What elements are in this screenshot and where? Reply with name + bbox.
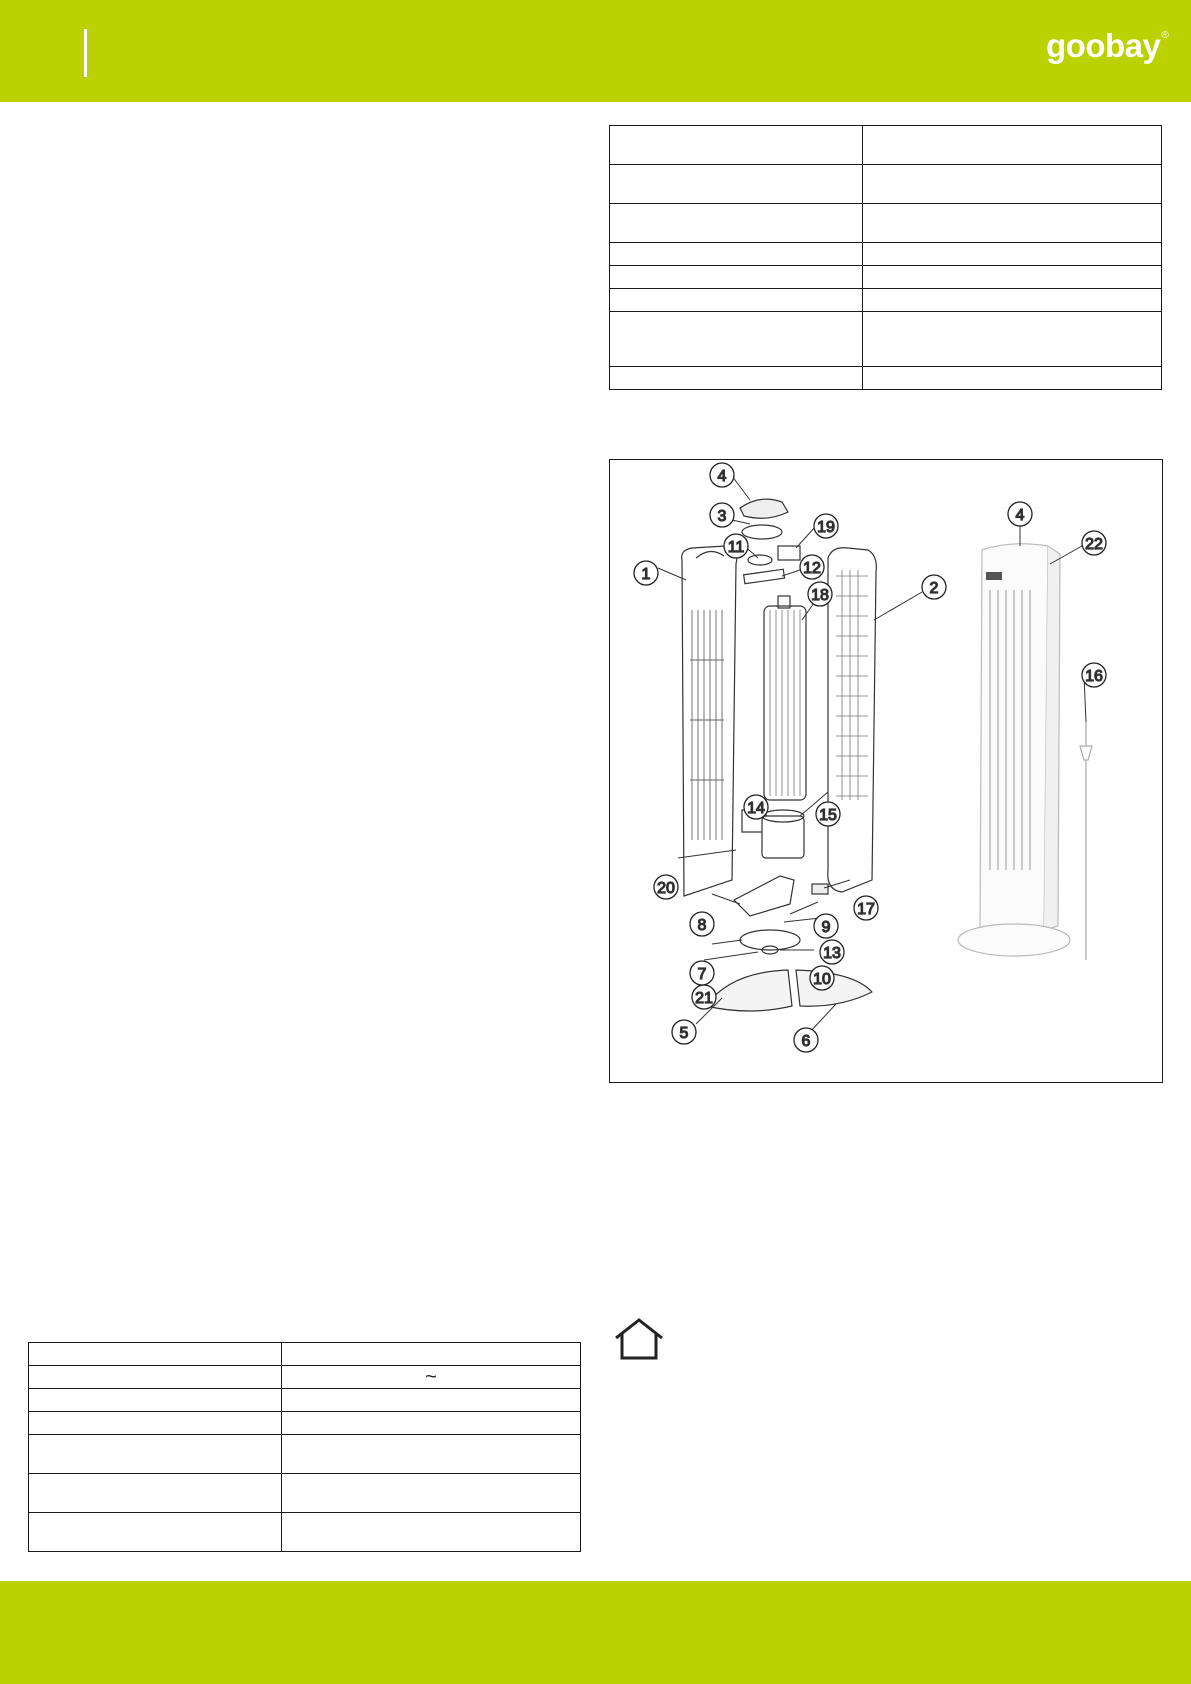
table-cell bbox=[610, 243, 863, 266]
logo-text: goobay bbox=[1046, 27, 1161, 64]
table-cell bbox=[282, 1513, 581, 1552]
table-cell bbox=[282, 1435, 581, 1474]
callout-16 bbox=[1082, 663, 1106, 687]
table-cell bbox=[282, 1474, 581, 1513]
table-cell bbox=[863, 312, 1162, 367]
svg-text:14: 14 bbox=[747, 800, 765, 817]
spec-table bbox=[609, 125, 1162, 390]
footer-bar bbox=[0, 1581, 1191, 1684]
header-bar bbox=[0, 0, 1191, 102]
blower-wheel-part bbox=[764, 596, 806, 800]
assembled-fan-part bbox=[958, 544, 1092, 960]
exploded-view-diagram bbox=[609, 459, 1163, 1083]
table-row bbox=[610, 243, 1162, 266]
table-cell bbox=[863, 367, 1162, 390]
table-cell bbox=[863, 126, 1162, 165]
table-cell bbox=[282, 1389, 581, 1412]
table-cell bbox=[29, 1389, 282, 1412]
svg-text:18: 18 bbox=[811, 587, 829, 604]
table-cell bbox=[29, 1474, 282, 1513]
callout-12 bbox=[800, 555, 824, 579]
svg-text:8: 8 bbox=[697, 917, 707, 934]
table-row bbox=[610, 312, 1162, 367]
svg-text:17: 17 bbox=[857, 901, 875, 918]
front-cover-part bbox=[682, 546, 737, 896]
table-cell bbox=[863, 266, 1162, 289]
table-cell bbox=[610, 266, 863, 289]
svg-text:22: 22 bbox=[1085, 536, 1103, 553]
svg-text:11: 11 bbox=[727, 539, 745, 556]
callout-11 bbox=[724, 534, 748, 558]
table-cell bbox=[29, 1366, 282, 1389]
table-cell bbox=[282, 1412, 581, 1435]
base-assembly-part bbox=[706, 876, 872, 1011]
table-row bbox=[29, 1412, 581, 1435]
callout-14 bbox=[744, 795, 768, 819]
table-cell bbox=[610, 367, 863, 390]
svg-text:21: 21 bbox=[695, 990, 713, 1007]
svg-text:4: 4 bbox=[717, 468, 727, 485]
table-cell bbox=[29, 1513, 282, 1552]
header-divider bbox=[84, 29, 87, 77]
table-row bbox=[29, 1343, 581, 1366]
svg-text:10: 10 bbox=[813, 971, 831, 988]
registered-mark: ® bbox=[1161, 29, 1169, 41]
table-row bbox=[29, 1435, 581, 1474]
top-cap-part bbox=[740, 499, 800, 584]
callout-3 bbox=[710, 503, 734, 527]
table-row bbox=[29, 1474, 581, 1513]
table-cell bbox=[863, 204, 1162, 243]
svg-text:4: 4 bbox=[1015, 507, 1025, 524]
callout-1 bbox=[634, 561, 658, 585]
brand-logo bbox=[1046, 26, 1168, 66]
callout-8 bbox=[690, 912, 714, 936]
callout-19 bbox=[814, 514, 838, 538]
callout-4-top bbox=[710, 463, 734, 487]
ac-symbol: ~ bbox=[425, 1366, 437, 1388]
table-cell bbox=[29, 1343, 282, 1366]
callout-2 bbox=[922, 575, 946, 599]
table-row bbox=[610, 266, 1162, 289]
callout-5 bbox=[672, 1020, 696, 1044]
callout-22 bbox=[1082, 531, 1106, 555]
callout-7 bbox=[690, 961, 714, 985]
house-icon bbox=[612, 1316, 666, 1360]
svg-text:5: 5 bbox=[679, 1025, 689, 1042]
table-row bbox=[29, 1389, 581, 1412]
callout-9 bbox=[814, 914, 838, 938]
table-row bbox=[610, 165, 1162, 204]
table-row bbox=[610, 289, 1162, 312]
electrical-table bbox=[28, 1342, 581, 1552]
callout-6 bbox=[794, 1028, 818, 1052]
callout-4-assembled bbox=[1008, 502, 1032, 526]
table-row bbox=[610, 126, 1162, 165]
svg-text:2: 2 bbox=[929, 580, 939, 597]
callout-17 bbox=[854, 896, 878, 920]
svg-text:15: 15 bbox=[819, 807, 837, 824]
table-cell bbox=[863, 165, 1162, 204]
table-cell bbox=[863, 289, 1162, 312]
table-row bbox=[29, 1366, 581, 1389]
table-row bbox=[29, 1513, 581, 1552]
svg-text:19: 19 bbox=[817, 519, 835, 536]
table-row bbox=[610, 204, 1162, 243]
callout-21 bbox=[692, 985, 716, 1009]
table-cell bbox=[610, 204, 863, 243]
svg-text:12: 12 bbox=[803, 560, 821, 577]
svg-text:16: 16 bbox=[1085, 668, 1103, 685]
table-cell bbox=[610, 126, 863, 165]
diagram-svg bbox=[610, 460, 1162, 1082]
callout-15 bbox=[816, 802, 840, 826]
table-cell bbox=[610, 312, 863, 367]
callout-10 bbox=[810, 966, 834, 990]
svg-text:3: 3 bbox=[717, 508, 727, 525]
table-row bbox=[610, 367, 1162, 390]
table-cell bbox=[282, 1366, 581, 1389]
svg-text:13: 13 bbox=[823, 945, 841, 962]
svg-text:1: 1 bbox=[641, 566, 651, 583]
callout-13 bbox=[820, 940, 844, 964]
table-cell bbox=[282, 1343, 581, 1366]
table-cell bbox=[610, 289, 863, 312]
table-cell bbox=[863, 243, 1162, 266]
svg-text:9: 9 bbox=[821, 919, 831, 936]
callout-20 bbox=[654, 875, 678, 899]
svg-text:20: 20 bbox=[657, 880, 675, 897]
table-cell bbox=[29, 1435, 282, 1474]
svg-text:6: 6 bbox=[801, 1033, 811, 1050]
table-cell bbox=[29, 1412, 282, 1435]
table-cell bbox=[610, 165, 863, 204]
callout-18 bbox=[808, 582, 832, 606]
svg-text:7: 7 bbox=[697, 966, 707, 983]
